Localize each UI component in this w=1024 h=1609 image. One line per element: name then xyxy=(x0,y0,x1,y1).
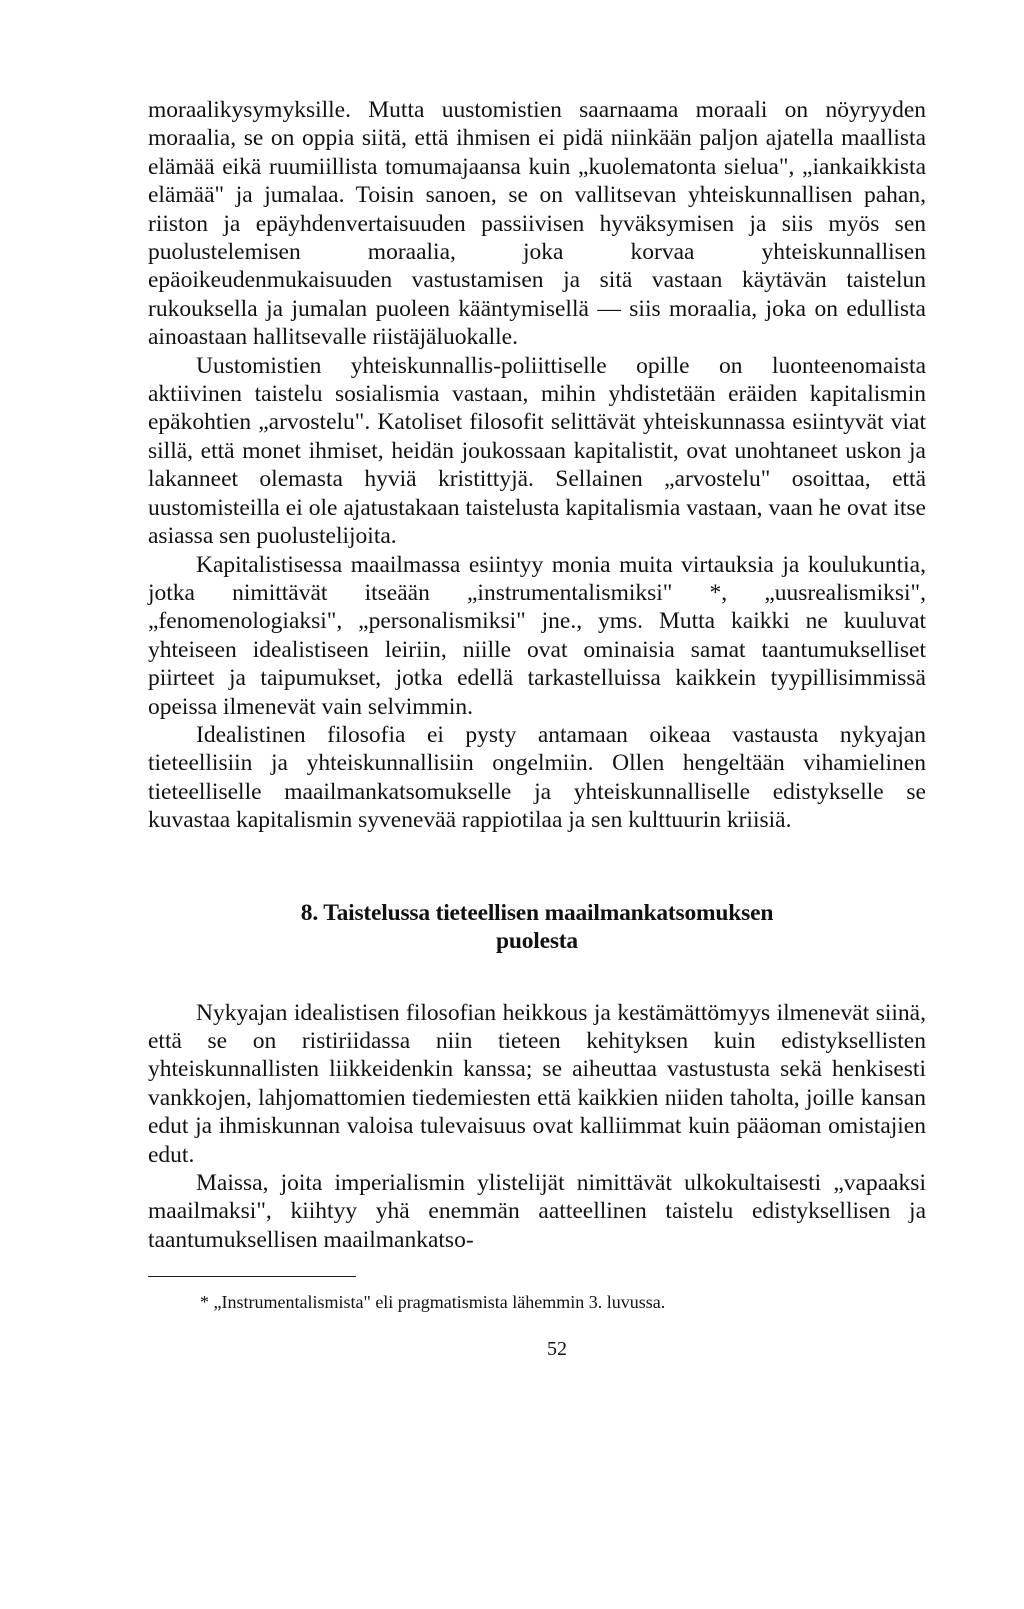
footnote-divider xyxy=(148,1276,356,1277)
section-heading-line-1: 8. Taistelussa tieteellisen maailmankatsomuksen xyxy=(300,899,774,926)
paragraph-1: moraalikysymyksille. Mutta uustomistien saarnaama moraali on nöyryyden moraalia, se on oppia siitä, että ihmisen ei pidä niinkään paljon ajatella maallista elämää eikä ruumiillista tomumajaansa kuin „kuolematonta sielua", „iankaikkista elämää" ja jumalaa. Toisin sanoen, se on vallitsevan yhteiskunnallisen pahan, riiston ja epäyhdenvertaisuuden passiivisen hyväksymisen ja siis myös sen puolustelemisen moraalia, joka korvaa yhteiskunnallisen epäoikeudenmukaisuuden vastustamisen ja sitä vastaan käytävän taistelun rukouksella ja jumalan puoleen kääntymisellä — siis moraalia, joka on edullista ainoastaan hallitsevalle riistäjäluokalle. xyxy=(148,97,926,351)
paragraph-5: Nykyajan idealistisen filosofian heikkous ja kestämättömyys ilmenevät siinä, että se on ristiriidassa niin tieteen kehityksen kuin edistyksellisten yhteiskunnallisten liikkeidenkin kanssa; se aiheuttaa vastustusta sekä henkisesti vankkojen, lahjomattomien tiedemiesten että kaikkien niiden taholta, joille kansan edut ja ihmiskunnan valoisa tulevaisuus ovat kalliimmat kuin pääoman omistajien edut. xyxy=(148,999,926,1168)
footnote: * „Instrumentalismista" eli pragmatismista lähemmin 3. luvussa. xyxy=(200,1292,666,1313)
paragraph-2: Uustomistien yhteiskunnallis-poliittiselle opille on luonteenomaista aktiivinen taistelu sosialismia vastaan, mihin yhdistetään eräiden kapitalismin epäkohtien „arvostelu". Katoliset filosofit selittävät yhteiskunnassa esiintyvät viat sillä, että monet ihmiset, heidän joukossaan kapitalistit, ovat unohtaneet uskon ja lakanneet olemasta hyviä kristittyjä. Sellainen „arvostelu" osoittaa, että uustomisteilla ei ole ajatustakaan taistelusta kapitalismia vastaan, vaan he ovat itse asiassa sen puolustelijoita. xyxy=(148,352,926,550)
section-heading xyxy=(148,899,926,955)
paragraph-6: Maissa, joita imperialismin ylistelijät nimittävät ulkokultaisesti „vapaaksi maailmaksi", kiihtyy yhä enemmän aatteellinen taistelu edistyksellisen ja taantumuksellisen maailmankatso- xyxy=(148,1170,926,1253)
paragraph-3: Kapitalistisessa maailmassa esiintyy monia muita virtauksia ja koulukuntia, jotka nimittävät itseään „instrumentalismiksi" *, „uusrealismiksi", „fenomenologiaksi", „personalismiksi" jne., yms. Mutta kaikki ne kuuluvat yhteiseen idealistiseen leiriin, niille ovat ominaisia samat taantumukselliset piirteet ja taipumukset, jotka edellä tarkastelluissa kaikkein tyypillisimmissä opeissa ilmenevät vain selvimmin. xyxy=(148,551,926,720)
section-heading-line-2: puolesta xyxy=(496,927,578,954)
book-page xyxy=(148,96,926,1536)
paragraph-4: Idealistinen filosofia ei pysty antamaan oikeaa vastausta nykyajan tieteellisiin ja yhteiskunnallisiin ongelmiin. Ollen hengeltään vihamielinen tieteelliselle maailmankatsomukselle ja yhteiskunnalliselle edistykselle se kuvastaa kapitalismin syvenevää rappiotilaa ja sen kulttuurin kriisiä. xyxy=(148,721,926,834)
page-number: 52 xyxy=(547,1338,567,1361)
